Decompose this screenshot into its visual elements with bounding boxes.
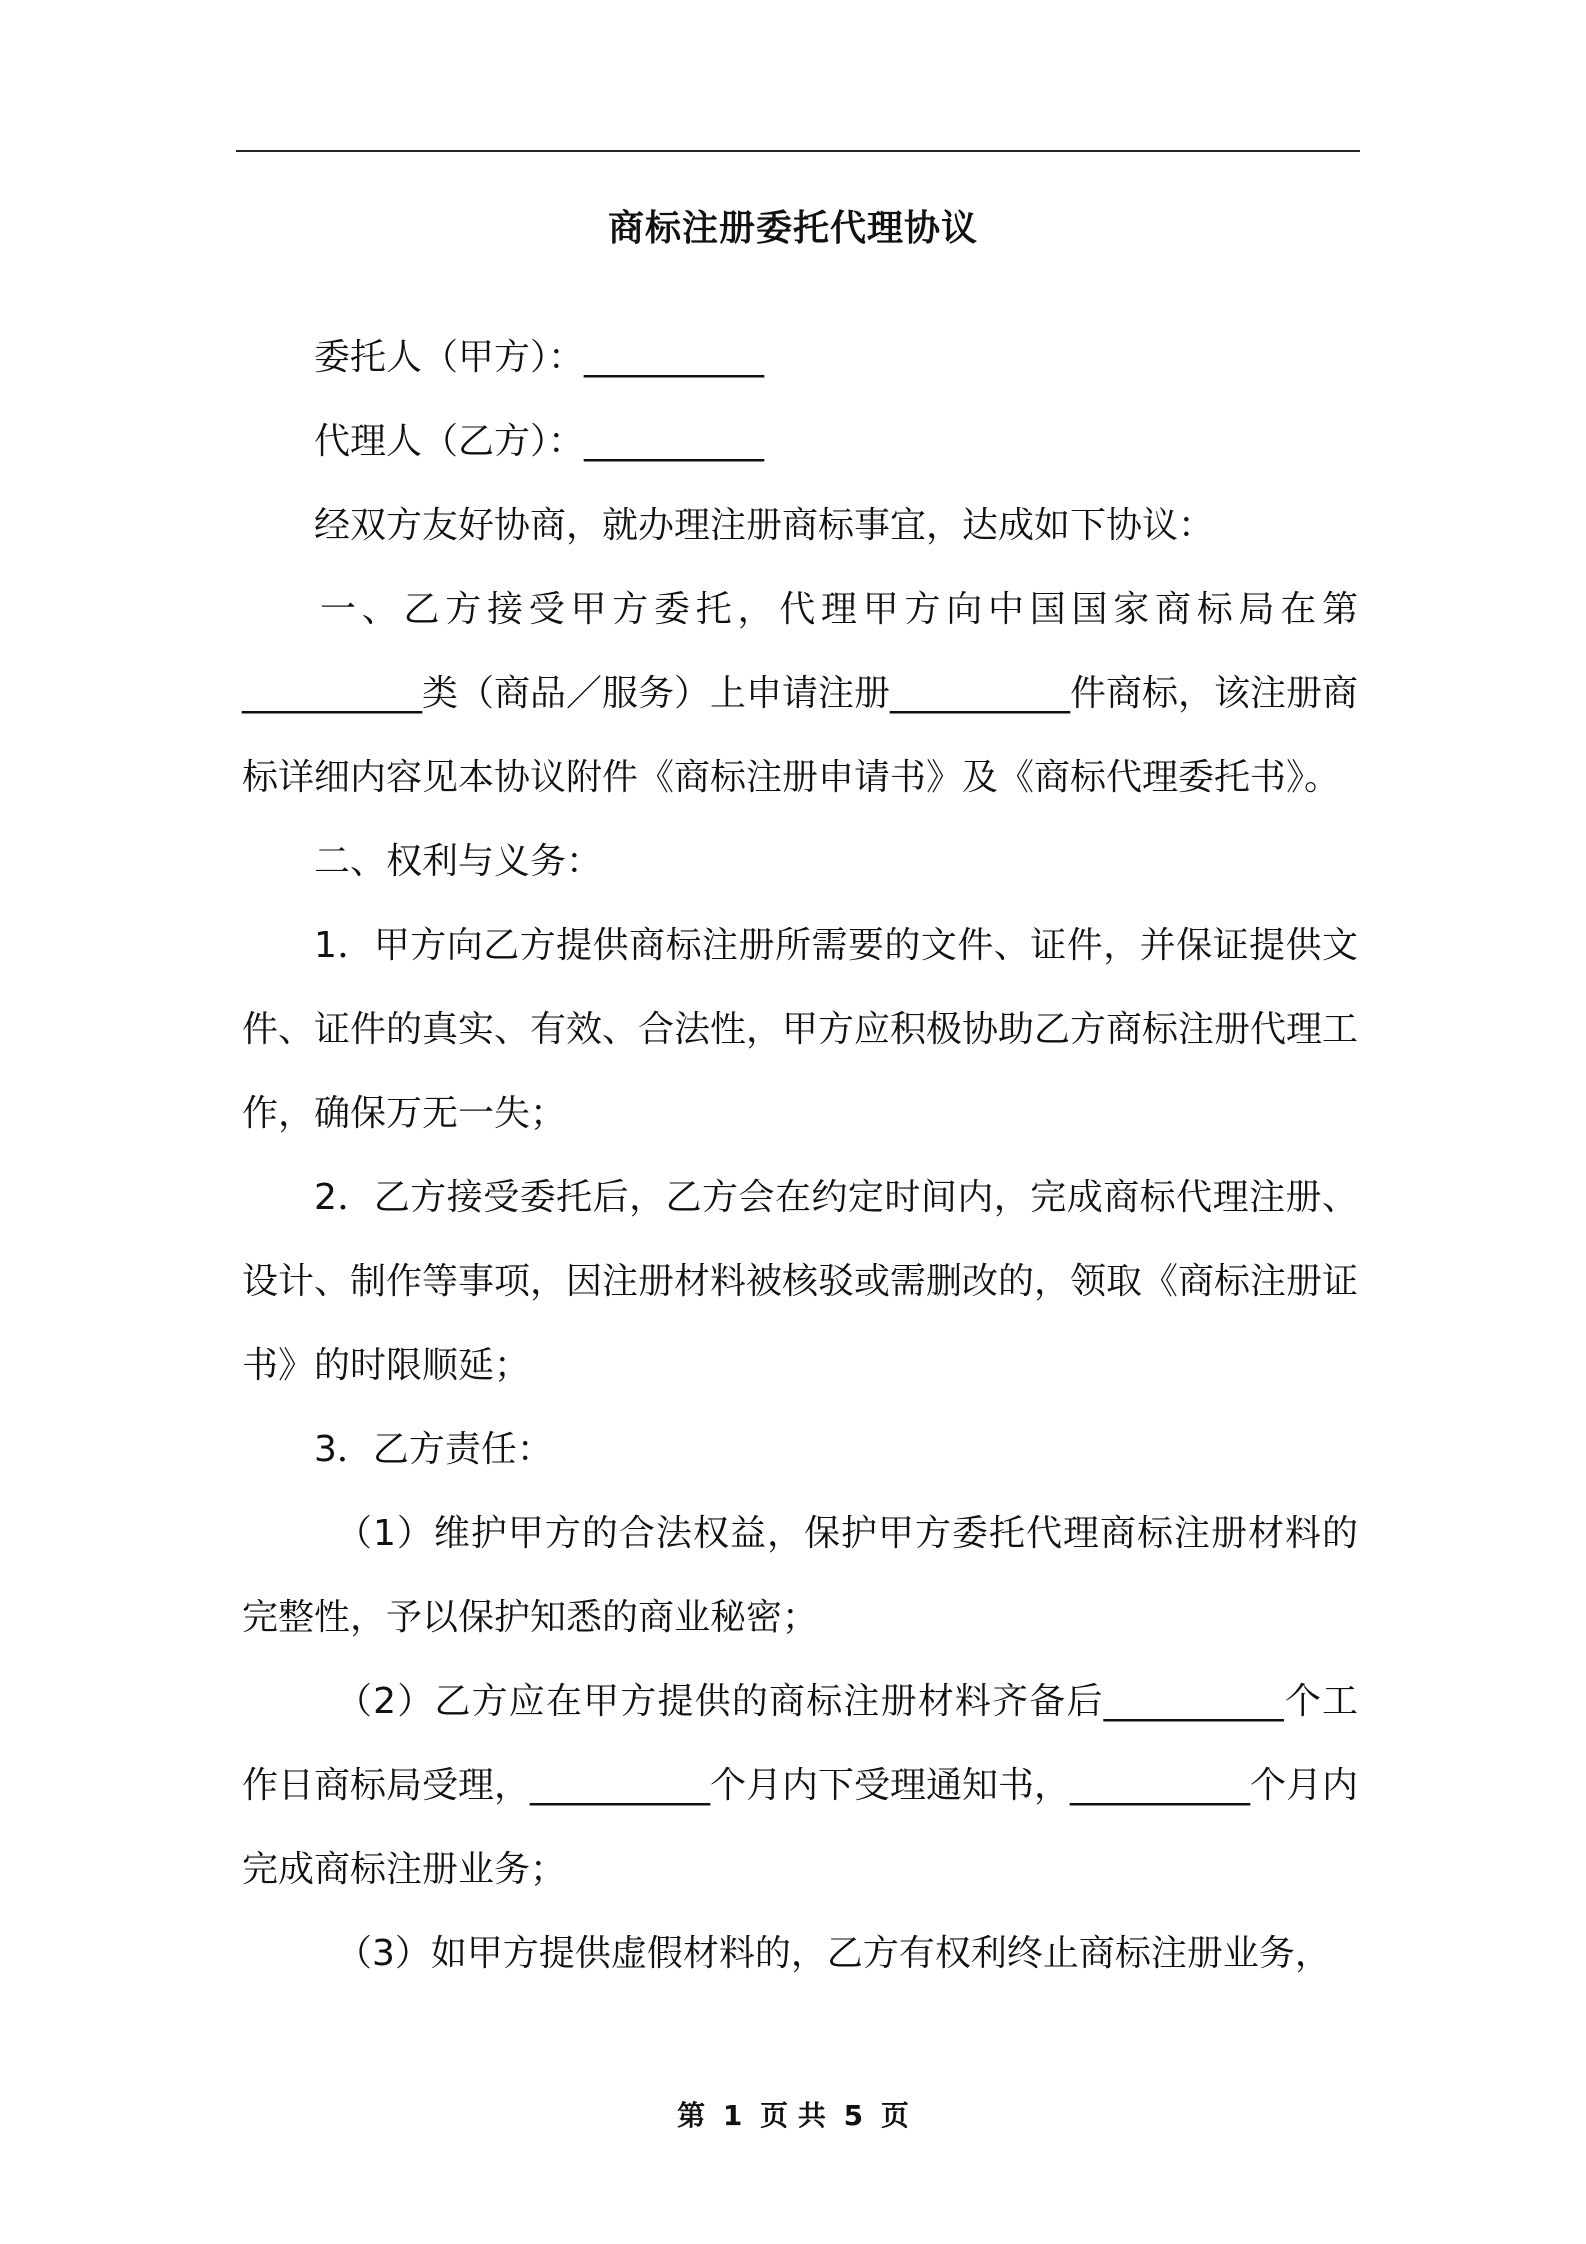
page-label-suffix: 页 [880,2099,909,2132]
clause-2-item-3: 3．乙方责任： [314,1429,553,1470]
clause-1: 一、乙方接受甲方委托，代理甲方向中国国家商标局在第__________类（商品／服务）上申请注册__________件商标，该注册商标详细内容见本协议附件《商标注册申请书》及《商标代理委托书》。 [242,589,1359,798]
page-label-prefix: 第 [677,2099,706,2132]
preamble: 经双方友好协商，就办理注册商标事宜，达成如下协议： [314,505,1215,546]
total-page-number: 5 [843,2099,864,2132]
page-footer [0,2094,1586,2134]
document-title: 商标注册委托代理协议 [607,208,978,249]
clause-2-item-3-sub-3: （3）如甲方提供虚假材料的，乙方有权利终止商标注册业务， [336,1933,1331,1974]
party-a-line: 委托人（甲方）：__________ [314,337,765,378]
clause-2-item-3-sub-1: （1）维护甲方的合法权益，保护甲方委托代理商标注册材料的完整性，予以保护知悉的商业秘密； [242,1513,1358,1638]
page-label-mid: 页 共 [760,2099,826,2132]
header-rule [236,150,1360,152]
document-body [242,316,1358,1996]
clause-2-item-1: 1．甲方向乙方提供商标注册所需要的文件、证件，并保证提供文件、证件的真实、有效、合法性，甲方应积极协助乙方商标注册代理工作，确保万无一失； [242,925,1359,1134]
clause-2-item-3-sub-2: （2）乙方应在甲方提供的商标注册材料齐备后__________个工作日商标局受理，__________个月内下受理通知书，__________个月内完成商标注册业务； [242,1681,1359,1890]
clause-2-heading: 二、权利与义务： [314,841,603,882]
party-b-line: 代理人（乙方）：__________ [314,421,765,462]
current-page-number: 1 [722,2099,743,2132]
clause-2-item-2: 2．乙方接受委托后，乙方会在约定时间内，完成商标代理注册、设计、制作等事项，因注册材料被核驳或需删改的，领取《商标注册证书》的时限顺延； [242,1177,1359,1386]
